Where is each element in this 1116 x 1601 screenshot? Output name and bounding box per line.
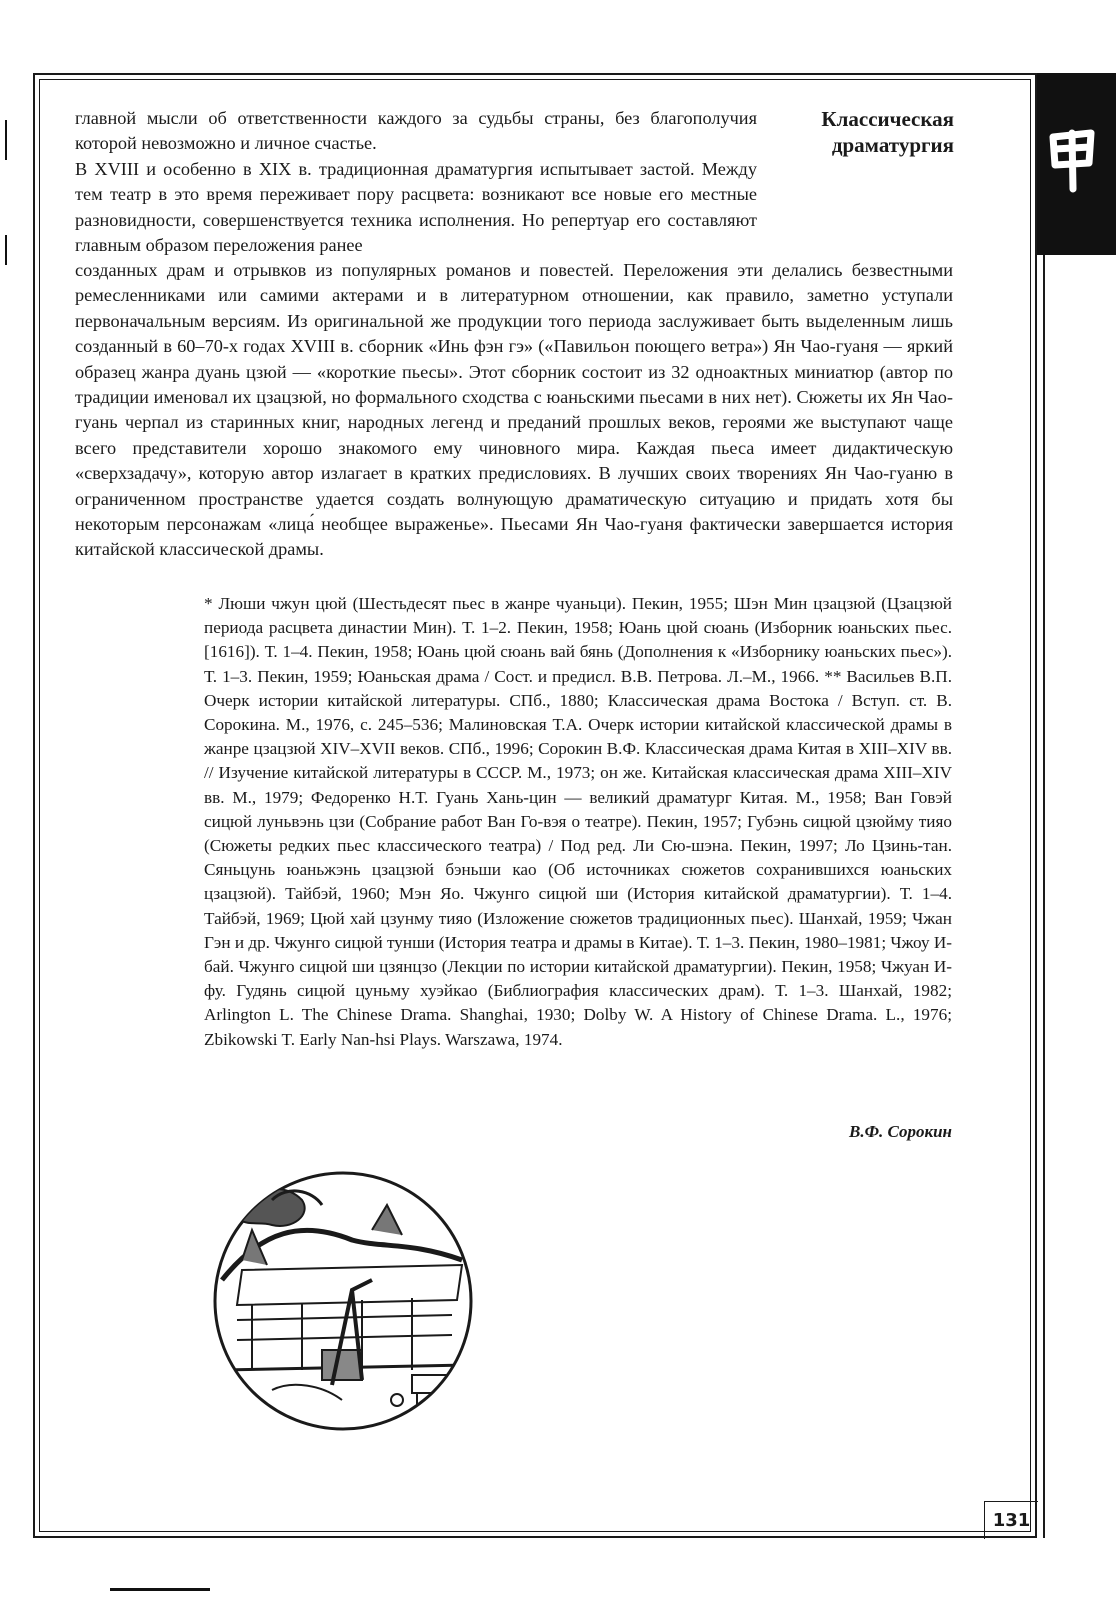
section-title bbox=[790, 106, 954, 158]
margin-rule bbox=[1043, 255, 1045, 1538]
scan-artifact bbox=[110, 1588, 210, 1591]
intro-paragraph: главной мысли об ответственности каждого за судьбы страны, без благополучия которой невозможно и личное счастье. bbox=[75, 108, 757, 154]
author-signature: В.Ф. Сорокин bbox=[848, 1122, 952, 1141]
main-body-paragraph: созданных драм и отрывков из популярных романов и повестей. Переложения эти делались безвестными ремесленниками или самими актерами и в литературном отношении, как правило, заметно уступали первоначальным версиям. Из оригинальной же продукции того периода заслуживает быть выделенным лишь созданный в 60–70-х годах XVIII в. сборник «Инь фэн гэ» («Павильон поющего ветра») Ян Чао-гуаня — яркий образец жанра дуань цзюй — «короткие пьесы». Этот сборник состоит из 32 одноактных миниатюр (автор по традиции именовал их цзацзюй, но формального сходства с юаньскими пьесами в них нет). Сюжеты их Ян Чао-гуань черпал из старинных книг, народных легенд и преданий прошлых веков, героями же выступают чаще всего представители хорошо знакомого ему чиновного мира. Каждая пьеса имеет дидактическую «сверхзадачу», которую автор излагает в кратких предисловиях. В лучших своих творениях Ян Чао-гуаню в ограниченном пространстве удается создать волнующую драматическую ситуацию и придать хотя бы некоторым персонажам «лица́ необщее выраженье». Пьесами Ян Чао-гуаня фактически завершается история китайской классической драмы. bbox=[75, 260, 953, 560]
intro-text bbox=[75, 106, 757, 258]
page-number: 131 bbox=[984, 1501, 1038, 1539]
section-title-line2: драматургия bbox=[831, 133, 954, 157]
chapter-tab bbox=[1037, 73, 1116, 255]
references-block bbox=[204, 592, 952, 1052]
scan-artifact bbox=[5, 120, 7, 160]
intro-paragraph: В XVIII и особенно в XIX в. традиционная драматургия испытывает застой. Между тем театр в это время переживает пору расцвета: возникают все новые его местные разновидности, совершенствуется техника исполнения. Но репертуар его составляют главным образом переложения ранее bbox=[75, 158, 757, 256]
references-text: * Люши чжун цюй (Шестьдесят пьес в жанре чуаньци). Пекин, 1955; Шэн Мин цзацзюй (Цзацзюй периода расцвета династии Мин). Т. 1–2. Пекин, 1958; Юань цюй сюань (Изборник юаньских пьес. [1616]). Т. 1–4. Пекин, 1958; Юань цюй сюань вай бянь (Дополнения к «Изборнику юаньских пьес»). Т. 1–3. Пекин, 1959; Юаньская драма / Сост. и предисл. В.В. Петрова. Л.–М., 1966. ** Васильев В.П. Очерк истории китайской литературы. СПб., 1880; Классическая драма Востока / Вступ. ст. В. Сорокина. М., 1976, с. 245–536; Малиновская Т.А. Очерк истории китайской классической драмы в жанре цзацзюй XIV–XVII веков. СПб., 1996; Сорокин В.Ф. Классическая драма Китая в XIII–XIV вв. // Изучение китайской литературы в СССР. М., 1973; он же. Китайская классическая драма XIII–XIV вв. М., 1979; Федоренко Н.Т. Гуань Хань-цин — великий драматург Китая. М., 1958; Ван Говэй сицюй луньвэнь цзи (Собрание работ Ван Го-вэя о театре). Пекин, 1957; Губэнь сицюй цзюйму тияо (Сюжеты редких пьес классического театра) / Под ред. Ли Сю-шэна. Пекин, 1997; Ло Цзинь-тан. Сяньцунь юаньжэнь цзацзюй бэньши као (Об источниках сюжетов сохранившихся юаньских цзацзюй). Тайбэй, 1960; Мэн Яо. Чжунго сицюй ши (История китайской драматургии). Т. 1–4. Тайбэй, 1969; Цюй хай цзунму тияо (Изложение сюжетов традиционных пьес). Шанхай, 1959; Чжан Гэн и др. Чжунго сицюй тунши (История театра и драмы в Китае). Т. 1–3. Пекин, 1980–1981; Чжоу И-бай. Чжунго сицюй ши цзянцзо (Лекции по истории китайской драматургии). Пекин, 1958; Чжуан И-фу. Гудянь сицюй цуньму хуэйкао (Библиография классических драм). Т. 1–3. Шанхай, 1982; Arlington L. The Chinese Drama. Shanghai, 1930; Dolby W. A History of Chinese Drama. L., 1976; Zbikowski T. Early Nan-hsi Plays. Warszawa, 1974. bbox=[204, 594, 952, 1049]
scan-artifact bbox=[5, 235, 7, 265]
chinese-character-jia-icon bbox=[1043, 123, 1101, 193]
section-title-line1: Классическая bbox=[821, 107, 954, 131]
main-body-text bbox=[75, 258, 953, 563]
pavilion-illustration bbox=[212, 1170, 474, 1432]
